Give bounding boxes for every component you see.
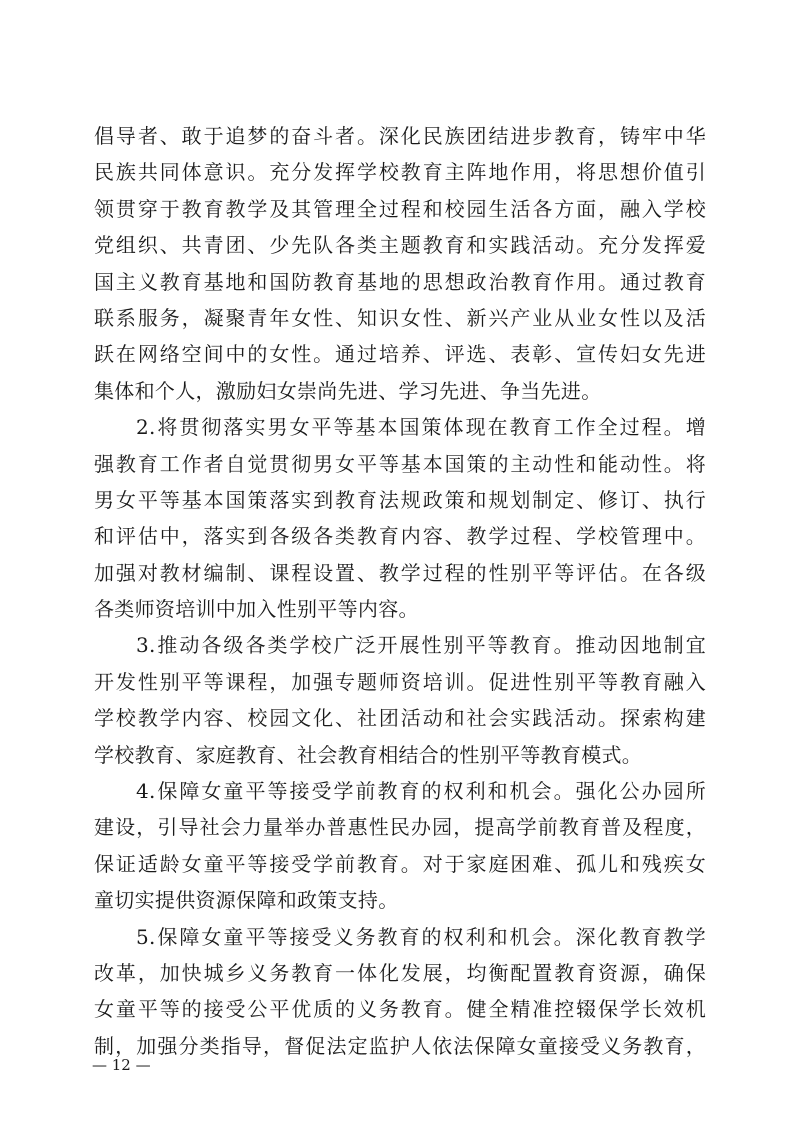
text-line: 各类师资培训中加入性别平等内容。 <box>94 597 419 622</box>
text-line: 国主义教育基地和国防教育基地的思想政治教育作用。通过教育 <box>94 269 706 294</box>
text-line: 学校教学内容、校园文化、社团活动和社会实践活动。探索构建 <box>94 706 706 731</box>
text-line: 集体和个人，激励妇女崇尚先进、学习先进、争当先进。 <box>94 378 602 403</box>
paragraph <box>94 773 706 919</box>
text-line: 学校教育、家庭教育、社会教育相结合的性别平等教育模式。 <box>94 742 643 767</box>
text-line: 建设，引导社会力量举办普惠性民办园，提高学前教育普及程度， <box>94 815 706 840</box>
text-line: 联系服务，凝聚青年女性、知识女性、新兴产业从业女性以及活 <box>94 305 706 330</box>
paragraph <box>94 409 706 627</box>
paragraph <box>94 627 706 773</box>
text-line: 和评估中，落实到各级各类教育内容、教学过程、学校管理中。 <box>94 524 706 549</box>
paragraph <box>94 118 706 409</box>
text-line: 男女平等基本国策落实到教育法规政策和规划制定、修订、执行 <box>94 487 706 512</box>
text-line: 改革，加快城乡义务教育一体化发展，均衡配置教育资源，确保 <box>94 960 706 985</box>
text-line: 倡导者、敢于追梦的奋斗者。深化民族团结进步教育，铸牢中华 <box>94 124 706 148</box>
text-line: 保证适龄女童平等接受学前教育。对于家庭困难、孤儿和残疾女 <box>94 851 706 876</box>
text-line: 制，加强分类指导，督促法定监护人依法保障女童接受义务教育， <box>94 1033 706 1058</box>
text-line: 2.将贯彻落实男女平等基本国策体现在教育工作全过程。增 <box>136 415 706 440</box>
text-line: 加强对教材编制、课程设置、教学过程的性别平等评估。在各级 <box>94 560 706 585</box>
text-line: 5.保障女童平等接受义务教育的权利和机会。深化教育教学 <box>136 924 706 949</box>
text-line: 跃在网络空间中的女性。通过培养、评选、表彰、宣传妇女先进 <box>94 342 706 367</box>
body-text <box>94 118 706 1064</box>
text-line: 党组织、共青团、少先队各类主题教育和实践活动。充分发挥爱 <box>94 233 706 258</box>
text-line: 童切实提供资源保障和政策支持。 <box>94 888 399 913</box>
text-line: 3.推动各级各类学校广泛开展性别平等教育。推动因地制宜 <box>136 633 706 658</box>
page-number: — 12 — <box>92 1056 151 1074</box>
text-line: 开发性别平等课程，加强专题师资培训。促进性别平等教育融入 <box>94 669 706 694</box>
text-line: 领贯穿于教育教学及其管理全过程和校园生活各方面，融入学校 <box>94 196 706 221</box>
text-line: 民族共同体意识。充分发挥学校教育主阵地作用，将思想价值引 <box>94 160 706 185</box>
text-line: 女童平等的接受公平优质的义务教育。健全精准控辍保学长效机 <box>94 997 706 1022</box>
text-line: 强教育工作者自觉贯彻男女平等基本国策的主动性和能动性。将 <box>94 451 706 476</box>
text-line: 4.保障女童平等接受学前教育的权利和机会。强化公办园所 <box>136 779 706 804</box>
paragraph <box>94 919 706 1065</box>
